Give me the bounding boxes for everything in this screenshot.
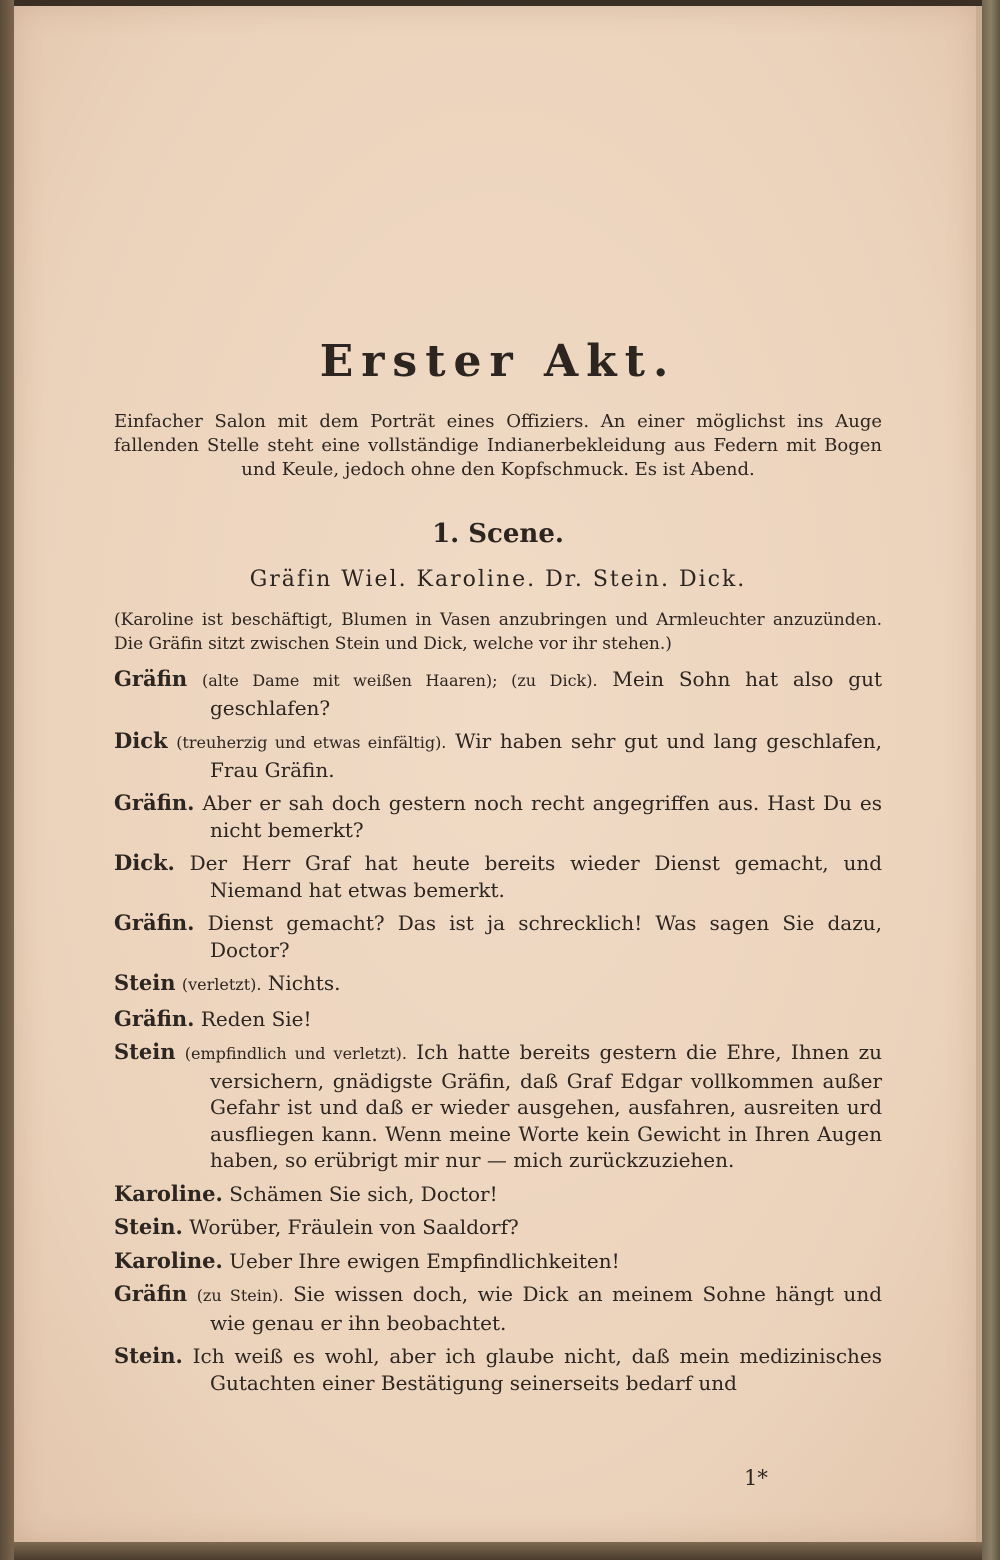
cast-list: Gräfin Wiel. Karoline. Dr. Stein. Dick.	[249, 567, 747, 592]
speaker-name: Stein.	[114, 1343, 183, 1368]
dialogue-line	[114, 910, 882, 963]
dialogue-line	[114, 1281, 882, 1336]
book-spine-edge	[0, 0, 14, 1560]
book-bottom-edge	[14, 1542, 982, 1560]
book-page-edges	[982, 0, 1000, 1560]
stage-direction-inline: (treuherzig und etwas einfältig).	[176, 733, 447, 752]
speaker-name: Karoline.	[114, 1180, 223, 1206]
speaker-name: Gräfin.	[114, 910, 195, 935]
line-text: Worüber, Fräulein von Saaldorf?	[189, 1215, 519, 1239]
dialogue-line	[114, 1181, 882, 1208]
speaker-name: Stein	[114, 970, 176, 995]
line-text: Mein Sohn hat also gut geschlafen?	[210, 667, 882, 720]
scene-title: 1. Scene.	[432, 519, 564, 549]
stage-direction-inline: (verletzt).	[181, 975, 262, 994]
dialogue-line	[114, 666, 882, 721]
stage-direction-inline: (alte Dame mit weißen Haaren); (zu Dick).	[201, 671, 598, 690]
line-text: Ueber Ihre ewigen Empfindlichkeiten!	[229, 1248, 620, 1273]
dialogue-line	[114, 1248, 882, 1275]
line-text: Sie wissen doch, wie Dick an meinem Sohne hängt und wie genau er ihn beobachtet.	[210, 1282, 882, 1335]
speaker-name: Stein	[114, 1039, 176, 1064]
line-text: Ich weiß es wohl, aber ich glaube nicht, daß mein medizinisches Gutachten einer Bestätigung seinerseits bedarf und	[192, 1344, 883, 1395]
stage-direction: (Karoline ist beschäftigt, Blumen in Vasen anzubringen und Armleuchter anzuzünden. Die Gräfin sitzt zwischen Stein und Dick, welche vor ihr stehen.)	[114, 610, 882, 654]
dialogue-line	[114, 850, 882, 903]
dialogue-line	[114, 1214, 882, 1241]
dialogue	[114, 666, 882, 1396]
line-text: Aber er sah doch gestern noch recht angegriffen aus. Hast Du es nicht bemerkt?	[202, 791, 882, 842]
dialogue-line	[114, 790, 882, 843]
speaker-name: Dick	[114, 728, 168, 753]
dialogue-line	[114, 1343, 882, 1396]
speaker-name: Gräfin	[114, 1281, 188, 1306]
line-text: Dienst gemacht? Das ist ja schrecklich! Was sagen Sie dazu, Doctor?	[207, 911, 882, 962]
speaker-name: Gräfin	[114, 666, 188, 691]
line-text: Reden Sie!	[200, 1006, 312, 1031]
speaker-name: Karoline.	[114, 1247, 223, 1273]
dialogue-line	[114, 728, 882, 783]
line-text: Schämen Sie sich, Doctor!	[229, 1181, 498, 1206]
speaker-name: Dick.	[114, 850, 175, 875]
book-page	[14, 6, 982, 1542]
speaker-name: Gräfin.	[114, 1005, 195, 1031]
line-text: Der Herr Graf hat heute bereits wieder Dienst gemacht, und Niemand hat etwas bemerkt.	[189, 851, 883, 902]
act-title: Erster Akt.	[319, 336, 677, 387]
line-text: Ich hatte bereits gestern die Ehre, Ihnen zu versichern, gnädigste Gräfin, daß Graf Edgar vollkommen außer Gefahr ist und daß er wieder ausgehen, ausfahren, ausreiten urd ausfliegen kann. Wenn meine Worte kein Gewicht in Ihren Augen haben, so erübrigt mir nur — mich zurückzuziehen.	[210, 1040, 883, 1172]
dialogue-line	[114, 1006, 882, 1033]
speaker-name: Stein.	[114, 1214, 183, 1239]
speaker-name: Gräfin.	[114, 790, 195, 815]
page-content	[114, 336, 882, 1403]
page-number: 1*	[744, 1466, 768, 1490]
line-text: Wir haben sehr gut und lang geschlafen, Frau Gräfin.	[210, 729, 883, 782]
line-text: Nichts.	[267, 971, 341, 995]
dialogue-line	[114, 1039, 882, 1174]
stage-setting: Einfacher Salon mit dem Porträt eines Offiziers. An einer möglichst ins Auge fallenden Stelle steht eine vollständige Indianerbekleidung aus Federn mit Bogen und Keule, jedoch ohne den Kopfschmuck. Es ist Abend.	[114, 411, 882, 480]
stage-direction-inline: (empfindlich und verletzt).	[184, 1044, 407, 1063]
stage-direction-inline: (zu Stein).	[196, 1286, 284, 1305]
dialogue-line	[114, 970, 882, 999]
